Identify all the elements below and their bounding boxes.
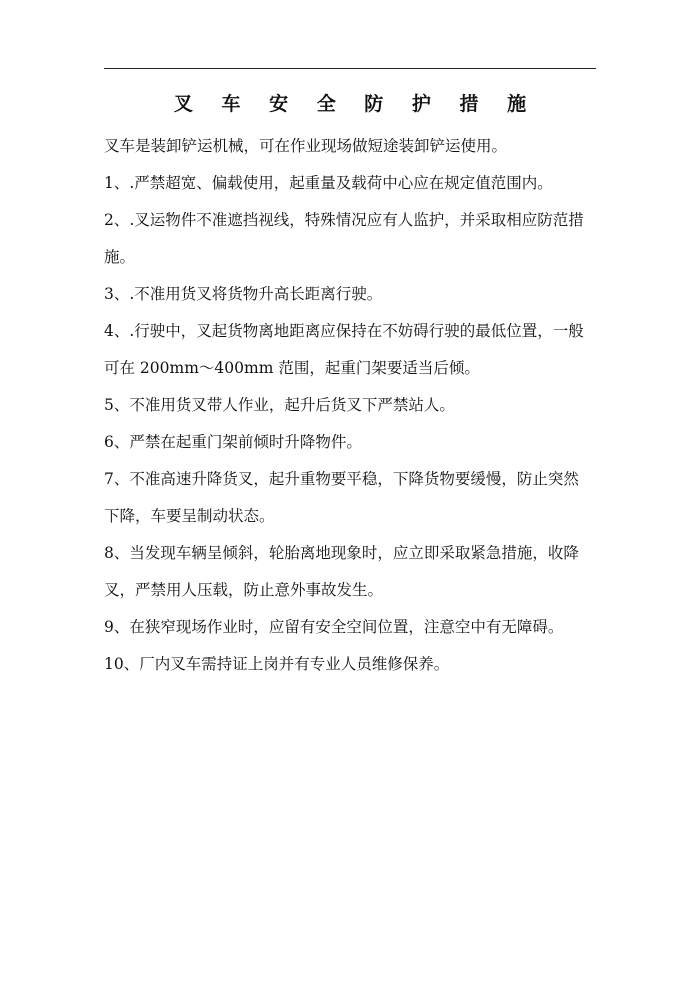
document-body	[104, 86, 596, 683]
document-title: 叉 车 安 全 防 护 措 施	[173, 93, 538, 115]
list-item: 1、.严禁超宽、偏载使用，起重量及载荷中心应在规定值范围内。	[104, 174, 553, 192]
list-item: 6、严禁在起重门架前倾时升降物件。	[104, 433, 362, 451]
list-item: 4、.行驶中，叉起货物离地距离应保持在不妨碍行驶的最低位置，一般可在 200mm～400mm 范围，起重门架要适当后倾。	[104, 322, 584, 377]
intro-paragraph: 叉车是装卸铲运机械，可在作业现场做短途装卸铲运使用。	[104, 137, 508, 155]
header-rule	[104, 68, 596, 69]
list-item: 9、在狭窄现场作业时，应留有安全空间位置，注意空中有无障碍。	[104, 618, 564, 636]
list-item: 10、厂内叉车需持证上岗并有专业人员维修保养。	[104, 655, 450, 673]
list-item: 2、.叉运物件不准遮挡视线，特殊情况应有人监护，并采取相应防范措施。	[104, 211, 584, 266]
list-item: 7、不准高速升降货叉，起升重物要平稳，下降货物要缓慢，防止突然 下降，车要呈制动状态。	[104, 470, 579, 525]
list-item: 8、当发现车辆呈倾斜，轮胎离地现象时，应立即采取紧急措施，收降叉，严禁用人压载，防止意外事故发生。	[104, 544, 579, 599]
list-item: 3、.不准用货叉将货物升高长距离行驶。	[104, 285, 383, 303]
list-item: 5、不准用货叉带人作业，起升后货叉下严禁站人。	[104, 396, 455, 414]
